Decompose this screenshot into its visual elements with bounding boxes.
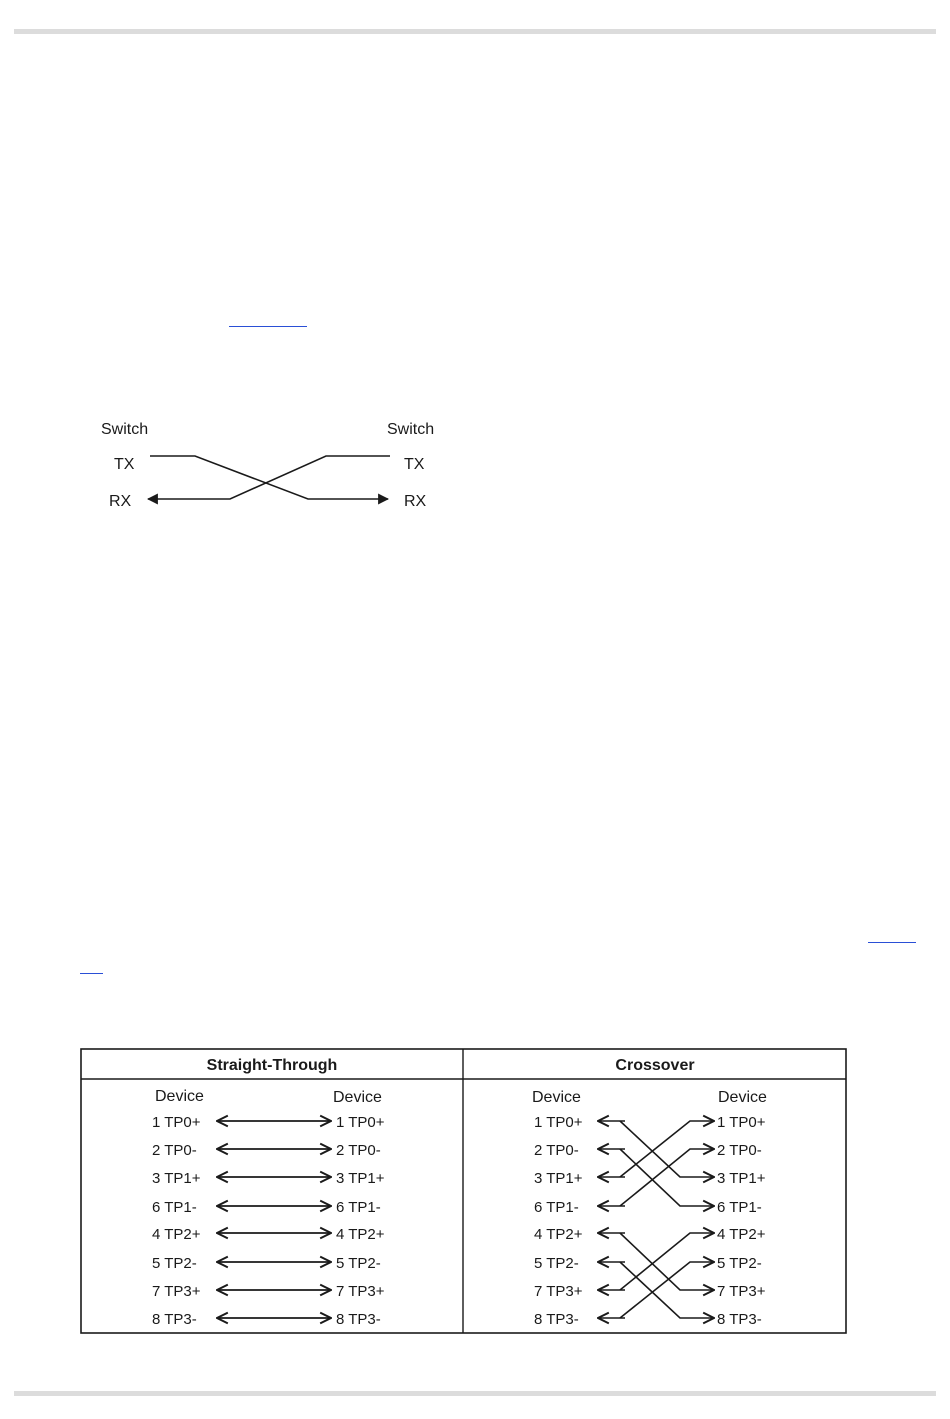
crossover-left-pin: 3 TP1+ xyxy=(534,1170,583,1187)
straight-right-pin: 7 TP3+ xyxy=(336,1283,385,1300)
straight-right-pin: 5 TP2- xyxy=(336,1255,381,1272)
straight-left-pin: 1 TP0+ xyxy=(152,1114,201,1131)
reference-link-line-2[interactable] xyxy=(80,973,103,974)
straight-left-pin: 7 TP3+ xyxy=(152,1283,201,1300)
straight-left-pin: 6 TP1- xyxy=(152,1199,197,1216)
crossover-wires-upper xyxy=(598,1121,714,1206)
straight-left-pin: 3 TP1+ xyxy=(152,1170,201,1187)
top-rule xyxy=(14,29,936,34)
straight-left-pin: 5 TP2- xyxy=(152,1255,197,1272)
crossover-wires-lower xyxy=(598,1233,714,1318)
switch-crossover-diagram xyxy=(90,410,460,520)
straight-right-pin: 8 TP3- xyxy=(336,1311,381,1328)
crossover-right-pin: 4 TP2+ xyxy=(717,1226,766,1243)
right-tx-label: TX xyxy=(404,456,425,473)
crossover-left-pin: 6 TP1- xyxy=(534,1199,579,1216)
reference-link[interactable] xyxy=(229,326,307,327)
left-rx-label: RX xyxy=(109,493,132,510)
crossover-left-pin: 1 TP0+ xyxy=(534,1114,583,1131)
left-tx-label: TX xyxy=(114,456,135,473)
straight-through-header: Straight-Through xyxy=(206,1057,338,1074)
pinout-table xyxy=(80,1048,848,1336)
straight-right-pin: 3 TP1+ xyxy=(336,1170,385,1187)
crossover-right-pin: 6 TP1- xyxy=(717,1199,762,1216)
crossover-left-pin: 7 TP3+ xyxy=(534,1283,583,1300)
left-switch-label: Switch xyxy=(101,421,149,438)
crossover-right-pin: 7 TP3+ xyxy=(717,1283,766,1300)
straight-right-pin: 1 TP0+ xyxy=(336,1114,385,1131)
crossover-right-device-label: Device xyxy=(718,1089,767,1106)
straight-left-device-label: Device xyxy=(155,1088,204,1105)
straight-right-pin: 2 TP0- xyxy=(336,1142,381,1159)
bottom-rule xyxy=(14,1391,936,1396)
crossover-rows xyxy=(534,1114,766,1328)
straight-through-rows xyxy=(152,1114,385,1328)
right-switch-label: Switch xyxy=(387,421,435,438)
rx-from-tx-wire xyxy=(148,456,390,499)
straight-right-device-label: Device xyxy=(333,1089,382,1106)
crossover-right-pin: 5 TP2- xyxy=(717,1255,762,1272)
right-rx-label: RX xyxy=(404,493,427,510)
crossover-left-pin: 5 TP2- xyxy=(534,1255,579,1272)
straight-left-pin: 4 TP2+ xyxy=(152,1226,201,1243)
reference-link-line-1[interactable] xyxy=(868,942,916,943)
crossover-right-pin: 8 TP3- xyxy=(717,1311,762,1328)
straight-right-pin: 4 TP2+ xyxy=(336,1226,385,1243)
crossover-right-pin: 1 TP0+ xyxy=(717,1114,766,1131)
straight-left-pin: 8 TP3- xyxy=(152,1311,197,1328)
straight-right-pin: 6 TP1- xyxy=(336,1199,381,1216)
crossover-header: Crossover xyxy=(615,1057,695,1074)
crossover-left-pin: 8 TP3- xyxy=(534,1311,579,1328)
crossover-right-pin: 2 TP0- xyxy=(717,1142,762,1159)
tx-to-rx-wire xyxy=(150,456,388,499)
crossover-left-pin: 2 TP0- xyxy=(534,1142,579,1159)
straight-left-pin: 2 TP0- xyxy=(152,1142,197,1159)
crossover-left-pin: 4 TP2+ xyxy=(534,1226,583,1243)
crossover-left-device-label: Device xyxy=(532,1089,581,1106)
crossover-right-pin: 3 TP1+ xyxy=(717,1170,766,1187)
